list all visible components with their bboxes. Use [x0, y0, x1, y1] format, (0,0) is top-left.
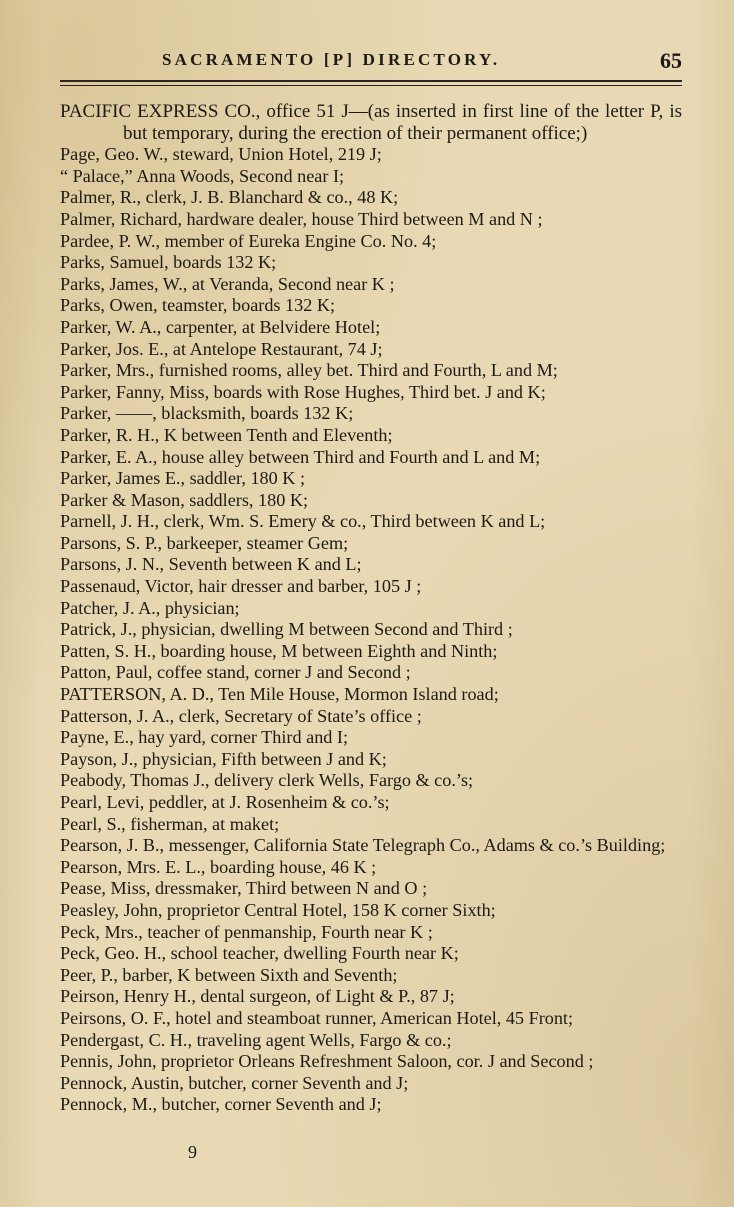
directory-entry: Pennis, John, proprietor Orleans Refreshment Saloon, cor. J and Second ;	[60, 1051, 594, 1072]
directory-entry: Parker, ——, blacksmith, boards 132 K;	[60, 403, 354, 424]
directory-entry: Pardee, P. W., member of Eureka Engine Co. No. 4;	[60, 230, 437, 251]
directory-entry: Pennock, M., butcher, corner Seventh and J;	[60, 1094, 382, 1115]
directory-entry: Patrick, J., physician, dwelling M between Second and Third ;	[60, 619, 513, 640]
page-number: 65	[660, 48, 682, 73]
directory-entry: Parker, W. A., carpenter, at Belvidere Hotel;	[60, 316, 381, 337]
directory-entry: Peasley, John, proprietor Central Hotel, 158 K corner Sixth;	[60, 899, 496, 920]
directory-entry: Peabody, Thomas J., delivery clerk Wells, Fargo & co.’s;	[60, 770, 474, 791]
directory-entry: Parker, R. H., K between Tenth and Eleventh;	[60, 424, 393, 445]
directory-entry: Peirson, Henry H., dental surgeon, of Light & P., 87 J;	[60, 986, 455, 1007]
directory-entry: Parks, Owen, teamster, boards 132 K;	[60, 295, 336, 316]
directory-entry: Patton, Paul, coffee stand, corner J and Second ;	[60, 662, 411, 683]
directory-entry: Parker, Mrs., furnished rooms, alley bet. Third and Fourth, L and M;	[60, 360, 558, 381]
directory-entry: Pease, Miss, dressmaker, Third between N and O ;	[60, 878, 428, 899]
directory-entry: Palmer, Richard, hardware dealer, house Third between M and N ;	[60, 208, 543, 229]
header-rule-thick	[60, 80, 682, 82]
directory-entry: Parsons, S. P., barkeeper, steamer Gem;	[60, 532, 349, 553]
directory-entry: Parker, James E., saddler, 180 K ;	[60, 468, 306, 489]
directory-entry: “ Palace,” Anna Woods, Second near I;	[60, 165, 345, 186]
directory-entry: Parks, James, W., at Veranda, Second near K ;	[60, 273, 395, 294]
directory-entry: Pearson, Mrs. E. L., boarding house, 46 K ;	[60, 856, 377, 877]
directory-entry: Parks, Samuel, boards 132 K;	[60, 252, 277, 273]
directory-entry: Page, Geo. W., steward, Union Hotel, 219 J;	[60, 144, 382, 165]
directory-entry: Patten, S. H., boarding house, M between Eighth and Ninth;	[60, 640, 498, 661]
signature-mark: 9	[188, 1142, 197, 1162]
directory-entry: Peck, Mrs., teacher of penmanship, Fourth near K ;	[60, 921, 433, 942]
directory-entry: PATTERSON, A. D., Ten Mile House, Mormon Island road;	[60, 684, 499, 705]
header-rule-thin	[60, 85, 682, 86]
page-header	[60, 44, 682, 84]
running-title: SACRAMENTO [P] DIRECTORY.	[162, 50, 501, 69]
directory-entries	[60, 101, 682, 1116]
directory-entry: Pearl, S., fisherman, at maket;	[60, 813, 280, 834]
directory-entry: Pendergast, C. H., traveling agent Wells, Fargo & co.;	[60, 1029, 452, 1050]
directory-entry: Parker, Jos. E., at Antelope Restaurant, 74 J;	[60, 338, 383, 359]
directory-entry: Pearson, J. B., messenger, California State Telegraph Co., Adams & co.’s Building;	[60, 835, 666, 856]
directory-entry: Pennock, Austin, butcher, corner Seventh and J;	[60, 1072, 409, 1093]
directory-entry: Palmer, R., clerk, J. B. Blanchard & co., 48 K;	[60, 187, 399, 208]
directory-entry: Patterson, J. A., clerk, Secretary of State’s office ;	[60, 705, 422, 726]
directory-entry: Patcher, J. A., physician;	[60, 597, 240, 618]
directory-entry: Parker & Mason, saddlers, 180 K;	[60, 489, 309, 510]
directory-entry: PACIFIC EXPRESS CO., office 51 J—(as inserted in first line of the letter P, is but temporary, during the erection of their permanent office;)	[60, 101, 682, 144]
directory-entry: Parker, Fanny, Miss, boards with Rose Hughes, Third bet. J and K;	[60, 381, 546, 402]
directory-entry: Peirsons, O. F., hotel and steamboat runner, American Hotel, 45 Front;	[60, 1007, 574, 1028]
directory-entry: Parker, E. A., house alley between Third and Fourth and L and M;	[60, 446, 541, 467]
directory-entry: Payne, E., hay yard, corner Third and I;	[60, 727, 349, 748]
directory-entry: Parsons, J. N., Seventh between K and L;	[60, 554, 362, 575]
directory-entry: Peer, P., barber, K between Sixth and Seventh;	[60, 964, 398, 985]
directory-entry: Pearl, Levi, peddler, at J. Rosenheim & co.’s;	[60, 792, 390, 812]
directory-entry: Parnell, J. H., clerk, Wm. S. Emery & co., Third between K and L;	[60, 511, 546, 532]
directory-entry: Payson, J., physician, Fifth between J and K;	[60, 748, 387, 769]
directory-entry: Passenaud, Victor, hair dresser and barber, 105 J ;	[60, 576, 422, 597]
directory-entry: Peck, Geo. H., school teacher, dwelling Fourth near K;	[60, 943, 459, 964]
